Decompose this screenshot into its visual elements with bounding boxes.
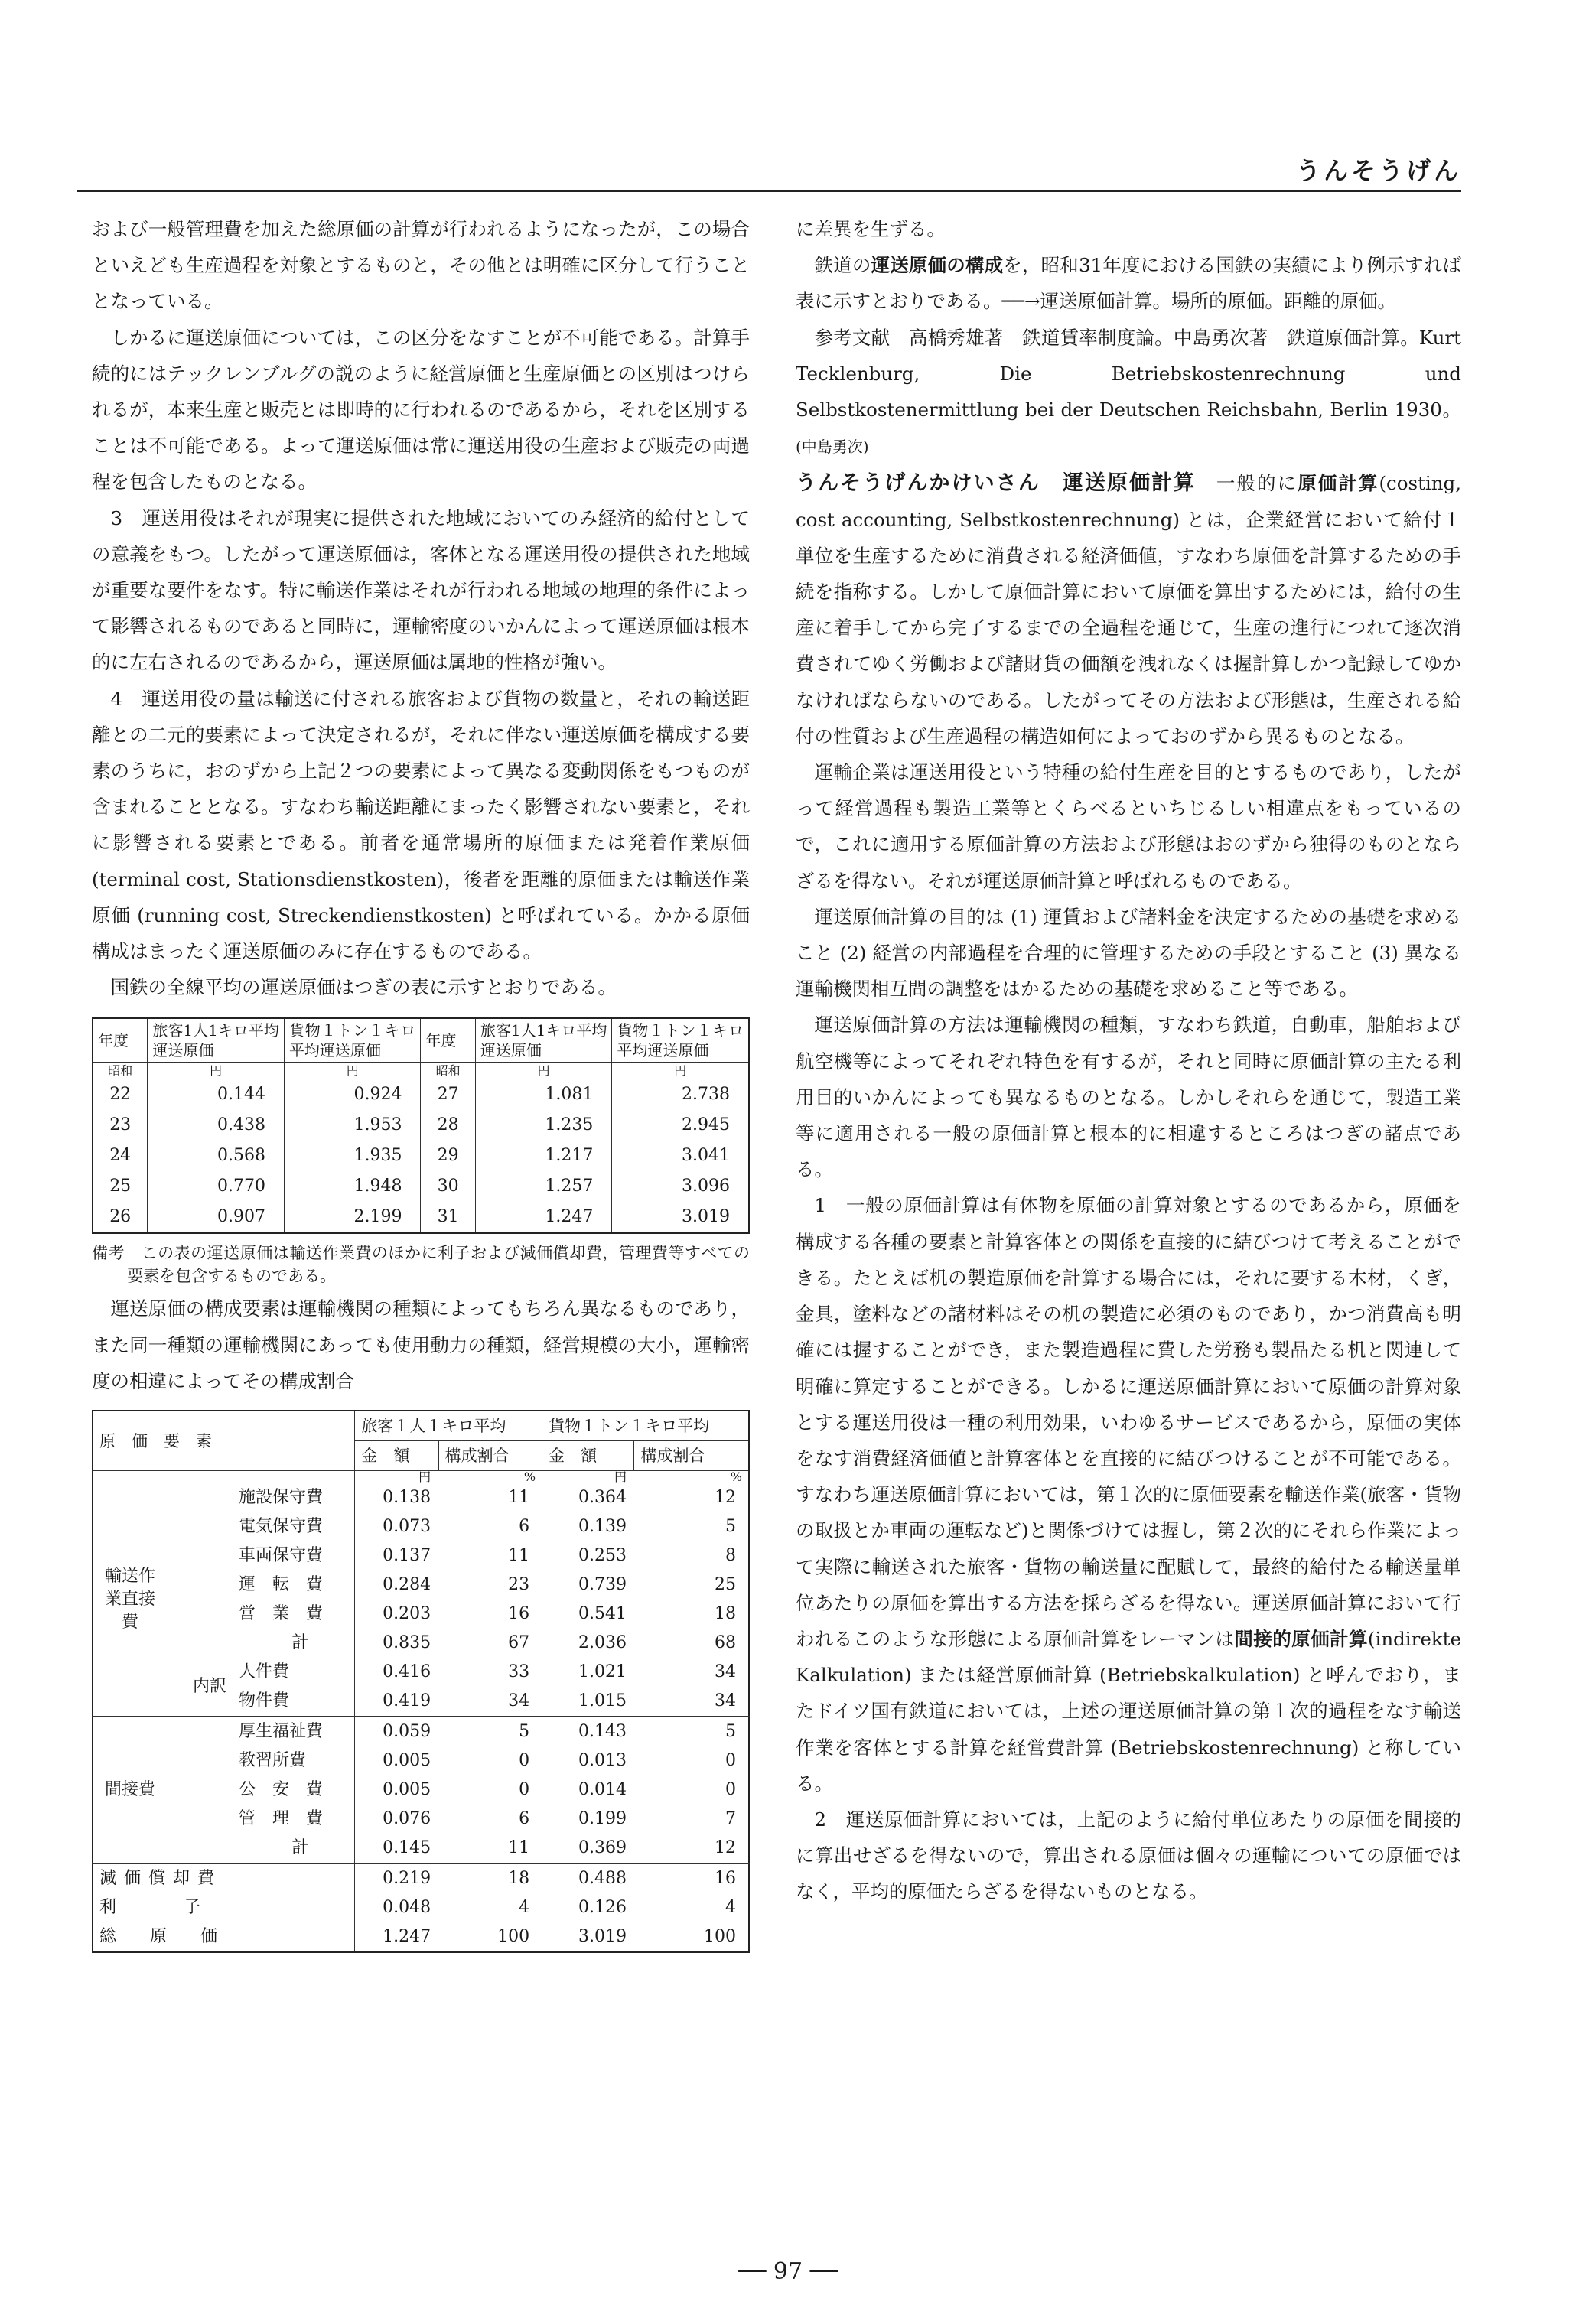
text: 一般的に <box>1196 472 1298 495</box>
cell: 0.488 <box>542 1863 634 1893</box>
cell: 3.019 <box>612 1202 749 1233</box>
cell: 31 <box>421 1202 475 1233</box>
cell: 0.369 <box>542 1834 634 1863</box>
cell: 34 <box>715 1662 736 1682</box>
right-column <box>796 211 1461 1910</box>
cell: 教習所費 <box>233 1746 355 1776</box>
table-row <box>93 1541 749 1570</box>
cell: 33 <box>508 1662 530 1682</box>
table-note: 備考 この表の運送原価は輸送作業費のほかに利子および減価償却費，管理費等すべての要素を包含するものである。 <box>92 1244 750 1286</box>
cell: 0.138 <box>355 1483 438 1512</box>
cell: 27 <box>421 1079 475 1110</box>
cell: 5 <box>725 1517 736 1537</box>
cell: 1.257 <box>475 1171 612 1202</box>
cell: 3.096 <box>612 1171 749 1202</box>
cell: 0.419 <box>355 1687 438 1717</box>
row-group-label: 輸送作業直接費 <box>104 1567 155 1632</box>
text: (indirekte Kalkulation) または経営原価計算 (Betriebskalkulation) と呼んでおり，またドイツ国有鉄道においては，上述の運送原価計算の第１次的過程をなす輸送作業を客体とする計算を経営費計算 (Betriebskostenrechnung) と称している。 <box>796 1627 1462 1795</box>
cell: 電気保守費 <box>233 1512 355 1541</box>
cell: 0.137 <box>355 1541 438 1570</box>
table-header: 年度 <box>421 1018 475 1063</box>
table-row <box>93 1483 749 1512</box>
table-header: 貨物１トン１キロ平均 <box>542 1411 749 1441</box>
text: (costing, cost accounting, Selbstkostenrechnung) とは，企業経営において給付１単位を生産するために消費される経済価値，すなわち原価を計算するための手続を指称する。しかして原価計算において原価を算出するためには，給付の生産に着手してから完了するまでの全過程を通じて，生産の進行につれて逐次消費されてゆく労働および諸財貨の価額を洩れなくは握計算しかつ記録してゆかなければならないのである。したがってその方法および形態は，生産される給付の性質および生産過程の構造如何によっておのずから異るものとなる。 <box>796 472 1462 747</box>
cell: 0.924 <box>284 1079 421 1110</box>
cell: 0.203 <box>355 1600 438 1629</box>
cell: 0.126 <box>542 1893 634 1922</box>
paragraph <box>796 1187 1461 1801</box>
table-row <box>93 1922 749 1952</box>
unit-label: 円 <box>612 1063 749 1080</box>
cell: 施設保守費 <box>233 1483 355 1512</box>
unit-label: 円 <box>284 1063 421 1080</box>
unit-label: 円 <box>148 1063 285 1080</box>
cell: 25 <box>715 1575 736 1595</box>
unit-label: 円 <box>475 1063 612 1080</box>
cell: 2.945 <box>612 1110 749 1141</box>
text: を，昭和31年度における国鉄の実績により例示すれば表に示すとおりである。──→運送原価計算。場所的原価。距離的原価。 <box>796 254 1461 313</box>
cell: 0.048 <box>355 1893 438 1922</box>
table-row <box>93 1863 749 1893</box>
cell: 28 <box>421 1110 475 1141</box>
cell: 16 <box>634 1863 749 1893</box>
entry-paragraph <box>796 465 1461 754</box>
table-header: 貨物１トン１キロ平均運送原価 <box>612 1018 749 1063</box>
cell: 運 転 費 <box>233 1570 355 1600</box>
unit-label: 円 <box>355 1471 438 1484</box>
table-row <box>93 1570 749 1600</box>
cell: 11 <box>508 1838 530 1858</box>
table-row <box>93 1776 749 1805</box>
cell: 0.739 <box>542 1570 634 1600</box>
table-header: 構成割合 <box>634 1441 749 1471</box>
bold-term: 原価計算 <box>1298 472 1379 495</box>
cell: 18 <box>438 1863 542 1893</box>
cell: 0.284 <box>355 1570 438 1600</box>
table-header: 金 額 <box>355 1441 438 1471</box>
cell: 管 理 費 <box>233 1805 355 1834</box>
table-row <box>93 1079 749 1110</box>
cell: 営 業 費 <box>233 1600 355 1629</box>
cell: 5 <box>438 1717 542 1746</box>
cell: 23 <box>508 1575 530 1595</box>
cell: 計 <box>233 1629 355 1658</box>
cell: 12 <box>715 1488 736 1508</box>
cell: 1.935 <box>284 1141 421 1171</box>
cell: 0.013 <box>542 1746 634 1776</box>
cell: 34 <box>508 1691 530 1711</box>
cell: 1.235 <box>475 1110 612 1141</box>
cell: 0 <box>725 1751 736 1771</box>
cell: 7 <box>725 1809 736 1829</box>
table-row <box>93 1629 749 1658</box>
text: 1 一般の原価計算は有体物を原価の計算対象とするのであるから，原価を構成する各種の要素と計算客体との関係を直接的に結びつけて考えることができる。たとえば机の製造原価を計算する場合には，それに要する木材，くぎ，金具，塗料などの諸材料はその机の製造に必須のものであり，かつ消費高も明確には握することができ，また製造過程に費した労務も製品たる机と関連して明確に算定することができる。しかるに運送原価計算において原価の計算対象とする運送用役は一種の利用効果，いわゆるサービスであるから，原価の実体をなす消費経済価値と計算客体とを直接的に結びつけることが不可能である。すなわち運送原価計算においては，第１次的に原価要素を輸送作業(旅客・貨物の取扱とか車両の運転など)と関係づけては握し，第２次的にそれら作業によって実際に輸送された旅客・貨物の輸送量に配賦して，最終的給付たる輸送量単位あたりの原価を算出する方法を採らざるを得ない。運送原価計算において行われるこのような形態による原価計算をレーマンは <box>796 1194 1461 1650</box>
cell: 26 <box>93 1202 148 1233</box>
table-row <box>93 1202 749 1233</box>
cell: 12 <box>715 1838 736 1858</box>
cell: 4 <box>725 1898 736 1918</box>
entry-headword: うんそうげんかけいさん 運送原価計算 <box>796 471 1197 496</box>
author-credit: (中島勇次) <box>796 438 869 457</box>
cell: 0 <box>725 1780 736 1800</box>
cell: 総 原 価 <box>93 1922 355 1952</box>
cell: 34 <box>715 1691 736 1711</box>
cell: 11 <box>508 1488 530 1508</box>
cell: 0.005 <box>355 1776 438 1805</box>
cell: 0.253 <box>542 1541 634 1570</box>
cell: 0.199 <box>542 1805 634 1834</box>
page-number: ── 97 ── <box>738 2258 838 2285</box>
cell: 人件費 <box>233 1658 355 1687</box>
page-header-title: うんそうげん <box>1295 156 1461 185</box>
cell: 利 子 <box>93 1893 355 1922</box>
cell: 0.144 <box>148 1079 285 1110</box>
cell: 0.073 <box>355 1512 438 1541</box>
cell: 車両保守費 <box>233 1541 355 1570</box>
bold-term: 間接的原価計算 <box>1234 1627 1368 1650</box>
table-header: 貨物１トン１キロ平均運送原価 <box>284 1018 421 1063</box>
text: 鉄道の <box>814 254 871 277</box>
cell: 減価償却費 <box>93 1863 355 1893</box>
cell: 0.219 <box>355 1863 438 1893</box>
unit-label: % <box>523 1470 536 1485</box>
table-row <box>93 1746 749 1776</box>
paragraph: しかるに運送原価については，この区分をなすことが不可能である。計算手続的にはテックレンブルグの説のように経営原価と生産原価との区別はつけられるが，本来生産と販売とは即時的に行われるのであるから，それを区別することは不可能である。よって運送原価は常に運送用役の生産および販売の両過程を包含したものとなる。 <box>92 326 750 493</box>
cell: 0.143 <box>542 1717 634 1746</box>
table-row <box>93 1717 749 1746</box>
cell: 1.015 <box>542 1687 634 1717</box>
cell: 2.738 <box>612 1079 749 1110</box>
cell: 0.139 <box>542 1512 634 1541</box>
unit-label: 円 <box>542 1471 634 1484</box>
cell: 0.014 <box>542 1776 634 1805</box>
cell: 0.770 <box>148 1171 285 1202</box>
cell: 0.364 <box>542 1483 634 1512</box>
cell: 29 <box>421 1141 475 1171</box>
era-label: 昭和 <box>93 1063 148 1080</box>
table-row <box>93 1658 749 1687</box>
cell: 0.145 <box>355 1834 438 1863</box>
average-cost-table <box>92 1017 750 1234</box>
cell: 公 安 費 <box>233 1776 355 1805</box>
cell: 67 <box>508 1633 530 1653</box>
table-row <box>93 1600 749 1629</box>
paragraph: 運送原価計算の目的は (1) 運賃および諸料金を決定するための基礎を求めること (2) 経営の内部過程を合理的に管理するための手段とすること (3) 異なる運輸機関相互間の調整をはかるための基礎を求めること等である。 <box>796 905 1461 1001</box>
header-rule <box>77 190 1461 192</box>
table-header: 原 価 要 素 <box>93 1411 355 1471</box>
cell: 16 <box>508 1604 530 1624</box>
cell: 0.835 <box>355 1629 438 1658</box>
paragraph: 運送原価の構成要素は運輸機関の種類によってもちろん異なるものであり，また同一種類の運輸機関にあっても使用動力の種類，経営規模の大小，運輸密度の相違によってその構成割合 <box>92 1297 750 1392</box>
cell: 0.438 <box>148 1110 285 1141</box>
cell: 25 <box>93 1171 148 1202</box>
cell: 1.247 <box>355 1922 438 1952</box>
cell: 1.247 <box>475 1202 612 1233</box>
cell: 0.059 <box>355 1717 438 1746</box>
table-row <box>93 1893 749 1922</box>
cell: 0.416 <box>355 1658 438 1687</box>
breakdown-label: 内訳 <box>192 1677 226 1697</box>
cell: 6 <box>519 1809 530 1829</box>
paragraph: 4 運送用役の量は輸送に付される旅客および貨物の数量と，それの輸送距離との二元的要素によって決定されるが，それに伴ない運送原価を構成する要素のうちに，おのずから上記２つの要素によって異なる変動関係をもつものが含まれることとなる。すなわち輸送距離にまったく影響されない要素と，それに影響される要素とである。前者を通常場所的原価または発着作業原価(terminal cost, Stationsdienstkosten)，後者を距離的原価または輸送作業原価 (running cost, Streckendienstkosten) と呼ばれている。かかる原価構成はまったく運送原価のみに存在するものである。 <box>92 687 750 963</box>
table-header: 構成割合 <box>438 1441 542 1471</box>
cell: 3.019 <box>542 1922 634 1952</box>
paragraph: 運輸企業は運送用役という特種の給付生産を目的とするものであり，したがって経営過程も製造工業等とくらべるといちじるしい相違点をもっているので，これに適用する原価計算の方法および形態はおのずから独得のものとならざるを得ない。それが運送原価計算と呼ばれるものである。 <box>796 761 1461 892</box>
cell: 2.199 <box>284 1202 421 1233</box>
cell: 100 <box>704 1927 736 1947</box>
table-row <box>93 1805 749 1834</box>
table-row <box>93 1110 749 1141</box>
cell: 物件費 <box>233 1687 355 1717</box>
cell: 1.217 <box>475 1141 612 1171</box>
paragraph: 国鉄の全線平均の運送原価はつぎの表に示すとおりである。 <box>110 976 617 999</box>
references <box>796 320 1461 466</box>
cell: 0.907 <box>148 1202 285 1233</box>
table-row <box>93 1834 749 1863</box>
cell: 24 <box>93 1141 148 1171</box>
cell: 2.036 <box>542 1629 634 1658</box>
cell: 22 <box>93 1079 148 1110</box>
cell: 0.568 <box>148 1141 285 1171</box>
paragraph: に差異を生ずる。 <box>796 218 946 240</box>
table-header: 金 額 <box>542 1441 634 1471</box>
cell: 計 <box>233 1834 355 1863</box>
bold-term: 運送原価の構成 <box>871 254 1004 277</box>
cell: 0.005 <box>355 1746 438 1776</box>
cell: 23 <box>93 1110 148 1141</box>
cell: 0.541 <box>542 1600 634 1629</box>
unit-label: % <box>730 1470 742 1485</box>
paragraph: 2 運送原価計算においては，上記のように給付単位あたりの原価を間接的に算出せざるを得ないので，算出される原価は個々の運輸についての原価ではなく，平均的原価たらざるを得ないものとなる。 <box>796 1808 1461 1903</box>
cell: 0 <box>519 1751 530 1771</box>
table-header: 年度 <box>93 1018 148 1063</box>
table-header: 旅客1人1キロ平均運送原価 <box>475 1018 612 1063</box>
text: 参考文献 高橋秀雄著 鉄道賃率制度論。中島勇次著 鉄道原価計算。Kurt Tecklenburg, Die Betriebskostenrechnung und Selbstkostenermittlung bei der Deutschen Reichsbahn, Berlin 1930。 <box>796 326 1461 422</box>
era-label: 昭和 <box>421 1063 475 1080</box>
cell: 100 <box>497 1927 530 1947</box>
cell: 1.953 <box>284 1110 421 1141</box>
cell: 68 <box>715 1633 736 1653</box>
cell: 5 <box>634 1717 749 1746</box>
cell: 11 <box>508 1546 530 1566</box>
cell: 1.948 <box>284 1171 421 1202</box>
table-header: 旅客１人１キロ平均 <box>355 1411 542 1441</box>
table-row <box>93 1512 749 1541</box>
paragraph: および一般管理費を加えた総原価の計算が行われるようになったが，この場合といえども生産過程を対象とするものと，その他とは明確に区分して行うこととなっている。 <box>92 218 750 313</box>
cell: 8 <box>725 1546 736 1566</box>
table-row <box>93 1141 749 1171</box>
cell: 0.076 <box>355 1805 438 1834</box>
cell: 30 <box>421 1171 475 1202</box>
cell: 18 <box>715 1604 736 1624</box>
row-group-label: 間接費 <box>93 1717 167 1863</box>
cell: 4 <box>519 1898 530 1918</box>
paragraph: 3 運送用役はそれが現実に提供された地域においてのみ経済的給付としての意義をもつ。したがって運送原価は，客体となる運送用役の提供された地域が重要な要件をなす。特に輸送作業はそれが行われる地域の地理的条件によって影響されるものであると同時に，運輸密度のいかんによって運送原価は根本的に左右されるのであるから，運送原価は属地的性格が強い。 <box>92 506 750 674</box>
table-header: 旅客1人1キロ平均運送原価 <box>148 1018 285 1063</box>
cell: 1.081 <box>475 1079 612 1110</box>
paragraph <box>796 247 1461 319</box>
cost-composition-table <box>92 1410 750 1953</box>
cell: 6 <box>519 1517 530 1537</box>
cell: 1.021 <box>542 1658 634 1687</box>
cell: 0 <box>519 1780 530 1800</box>
cell: 厚生福祉費 <box>233 1717 355 1746</box>
left-column <box>92 211 750 1953</box>
cell: 3.041 <box>612 1141 749 1171</box>
table-row <box>93 1171 749 1202</box>
paragraph: 運送原価計算の方法は運輸機関の種類，すなわち鉄道，自動車，船舶および航空機等によってそれぞれ特色を有するが，それと同時に原価計算の主たる利用目的いかんによっても異なるものとなる。しかしそれらを通じて，製造工業等に適用される一般の原価計算と根本的に相違するところはつぎの諸点である。 <box>796 1014 1461 1181</box>
